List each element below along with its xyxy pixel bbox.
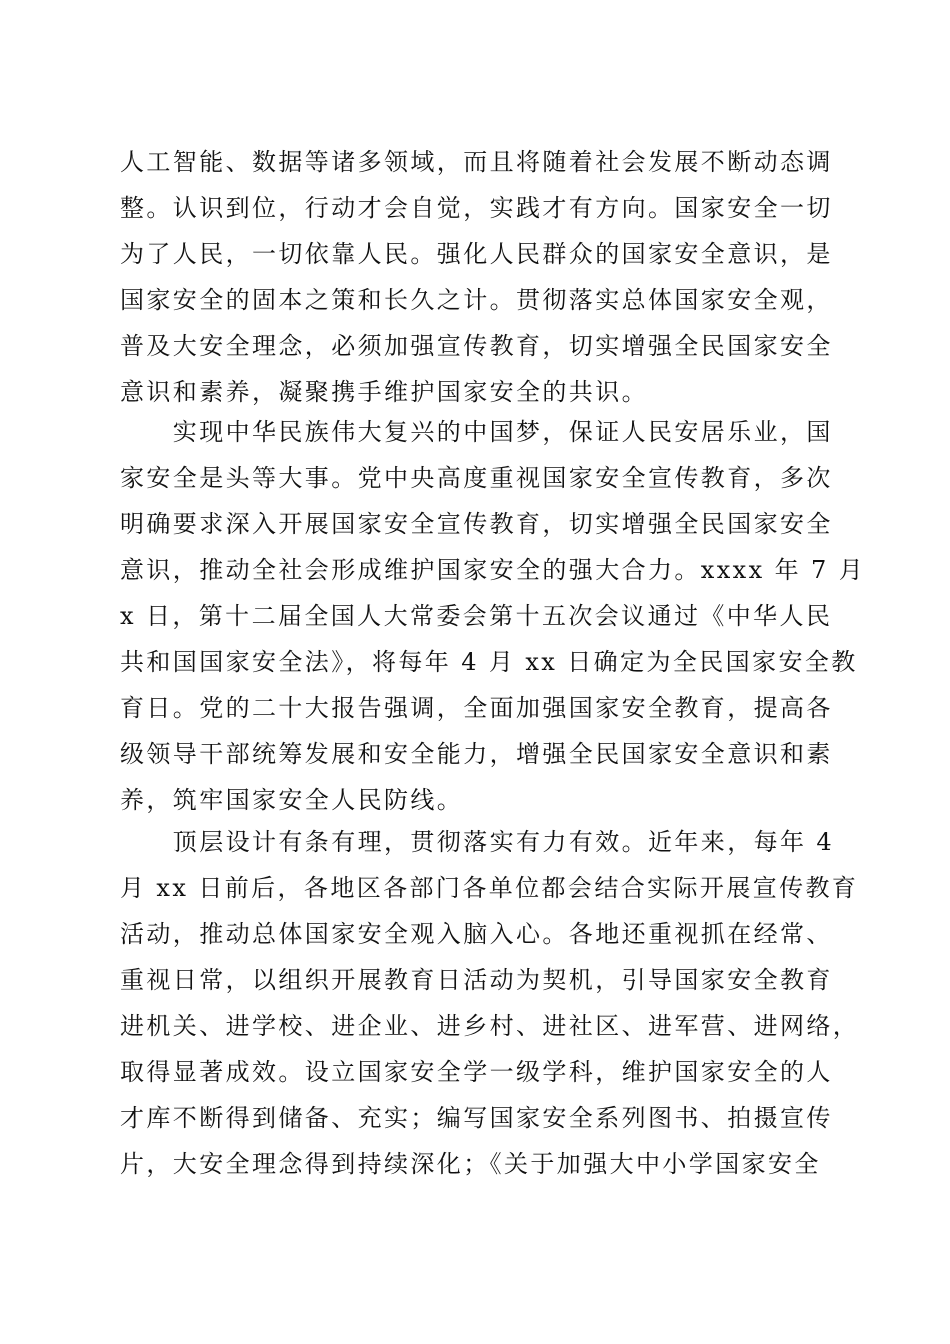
text-line: 活动，推动总体国家安全观入脑入心。各地还重视抓在经常、 — [120, 920, 833, 948]
text-line: 实现中华民族伟大复兴的中国梦，保证人民安居乐业，国 — [120, 418, 833, 446]
text-line: 国家安全的固本之策和长久之计。贯彻落实总体国家安全观， — [120, 286, 833, 314]
text-line: 顶层设计有条有理，贯彻落实有力有效。近年来，每年 4 — [120, 828, 835, 856]
text-line: 人工智能、数据等诸多领域，而且将随着社会发展不断动态调 — [120, 148, 833, 176]
text-line: 片，大安全理念得到持续深化；《关于加强大中小学国家安全 — [120, 1150, 821, 1178]
text-line: 明确要求深入开展国家安全宣传教育，切实增强全民国家安全 — [120, 510, 833, 538]
text-line: 进机关、进学校、进企业、进乡村、进社区、进军营、进网络， — [120, 1012, 860, 1040]
text-line: 取得显著成效。设立国家安全学一级学科，维护国家安全的人 — [120, 1058, 833, 1086]
text-line: 育日。党的二十大报告强调，全面加强国家安全教育，提高各 — [120, 694, 833, 722]
text-line: 重视日常，以组织开展教育日活动为契机，引导国家安全教育 — [120, 966, 833, 994]
text-line: 意识和素养，凝聚携手维护国家安全的共识。 — [120, 378, 648, 406]
text-line: 才库不断得到储备、充实；编写国家安全系列图书、拍摄宣传 — [120, 1104, 833, 1132]
paragraph-1 — [120, 139, 833, 415]
paragraph-2 — [120, 409, 866, 823]
text-line: 家安全是头等大事。党中央高度重视国家安全宣传教育，多次 — [120, 464, 833, 492]
text-line: 月 xx 日前后，各地区各部门各单位都会结合实际开展宣传教育 — [120, 874, 859, 902]
text-line: 整。认识到位，行动才会自觉，实践才有方向。国家安全一切 — [120, 194, 833, 222]
text-line: 共和国国家安全法》，将每年 4 月 xx 日确定为全民国家安全教 — [120, 648, 858, 676]
text-line: x 日，第十二届全国人大常委会第十五次会议通过《中华人民 — [120, 602, 833, 630]
text-line: 级领导干部统筹发展和安全能力，增强全民国家安全意识和素 — [120, 740, 833, 768]
paragraph-3 — [120, 819, 860, 1187]
text-line: 养，筑牢国家安全人民防线。 — [120, 786, 464, 814]
text-line: 普及大安全理念，必须加强宣传教育，切实增强全民国家安全 — [120, 332, 833, 360]
text-line: 意识，推动全社会形成维护国家安全的强大合力。xxxx 年 7 月 — [120, 556, 866, 584]
text-line: 为了人民，一切依靠人民。强化人民群众的国家安全意识，是 — [120, 240, 833, 268]
